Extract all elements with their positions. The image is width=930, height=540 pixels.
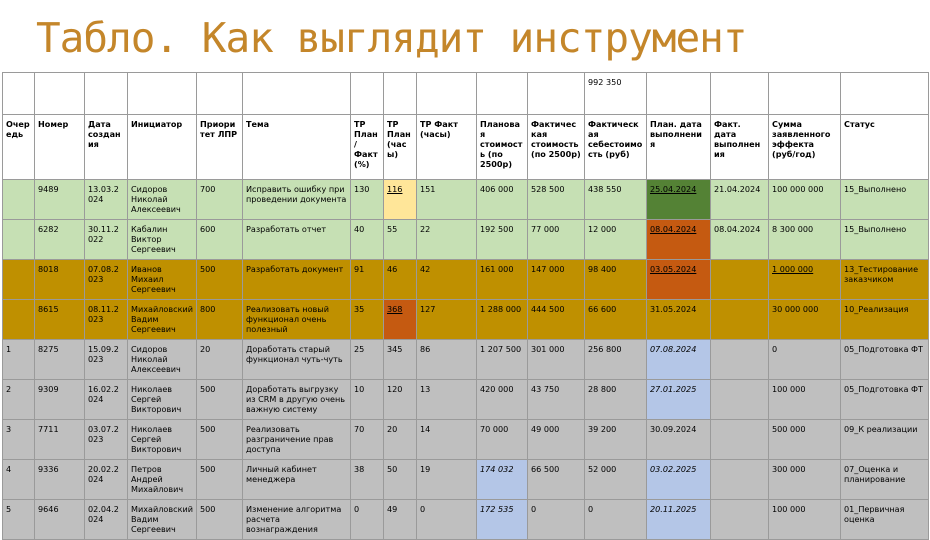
cell-topic[interactable]: Доработать выгрузку из CRM в другую очень важную систему [243,380,351,420]
table-row[interactable] [3,300,929,340]
cell-plan-cost[interactable]: 406 000 [477,180,528,220]
col-header-fact-self[interactable]: Фактическая себестоимость (руб) [585,115,647,180]
cell-plan-date-value: 27.01.2025 [650,384,697,394]
cell-topic[interactable]: Реализовать новый функционал очень полезный [243,300,351,340]
table-row[interactable] [3,180,929,220]
cell-plan-cost[interactable]: 1 207 500 [477,340,528,380]
cell-effect[interactable]: 30 000 000 [769,300,841,340]
table-row[interactable] [3,500,929,540]
table-row[interactable] [3,260,929,300]
cell-plan-cost-value: 172 535 [480,504,514,514]
cell-priority[interactable]: 500 [197,260,243,300]
col-header-fact-cost[interactable]: Фактическая стоимость (по 2500р) [528,115,585,180]
cell-plan-date[interactable] [647,180,711,220]
cell-created[interactable]: 13.03.2024 [85,180,128,220]
cell-tp-plan[interactable]: 46 [384,260,417,300]
cell-tp-fact[interactable]: 19 [417,460,477,500]
cell-status[interactable]: 10_Реализация [841,300,929,340]
cell-tp-pct[interactable]: 25 [351,340,384,380]
cell-fact-cost[interactable]: 444 500 [528,300,585,340]
cell-fact-cost[interactable]: 147 000 [528,260,585,300]
cell-fact-date[interactable] [711,500,769,540]
cell-status[interactable]: 15_Выполнено [841,180,929,220]
col-header-plan-cost[interactable]: Плановая стоимость (по 2500р) [477,115,528,180]
cell-created[interactable]: 30.11.2022 [85,220,128,260]
cell-priority[interactable]: 600 [197,220,243,260]
cell-tp-plan-value: 368 [387,304,403,314]
dashboard-table [2,72,929,540]
cell-plan-date-value: 25.04.2024 [650,184,697,194]
table-row[interactable] [3,340,929,380]
cell-topic[interactable]: Разработать отчет [243,220,351,260]
cell-created[interactable]: 07.08.2023 [85,260,128,300]
col-header-created[interactable]: Дата создания [85,115,128,180]
cell-fact-date[interactable] [711,260,769,300]
cell-fact-self[interactable]: 39 200 [585,420,647,460]
cell-plan-date[interactable] [647,260,711,300]
cell-fact-cost[interactable]: 301 000 [528,340,585,380]
cell-queue[interactable] [3,180,35,220]
cell-created[interactable]: 02.04.2024 [85,500,128,540]
cell-priority[interactable]: 500 [197,500,243,540]
cell-number[interactable]: 8018 [35,260,85,300]
cell-priority[interactable]: 800 [197,300,243,340]
col-header-status[interactable]: Статус [841,115,929,180]
cell-fact-date[interactable]: 21.04.2024 [711,180,769,220]
cell-fact-date[interactable]: 08.04.2024 [711,220,769,260]
cell-number[interactable]: 8275 [35,340,85,380]
cell-plan-date[interactable]: 31.05.2024 [647,300,711,340]
summary-row [3,73,929,115]
cell-status[interactable]: 15_Выполнено [841,220,929,260]
cell-tp-fact[interactable]: 127 [417,300,477,340]
cell-priority[interactable]: 500 [197,380,243,420]
col-header-tp-fact[interactable]: TP Факт (часы) [417,115,477,180]
cell-created[interactable]: 03.07.2023 [85,420,128,460]
col-header-topic[interactable]: Тема [243,115,351,180]
col-header-fact-date[interactable]: Факт. дата выполнения [711,115,769,180]
cell-topic[interactable]: Личный кабинет менеджера [243,460,351,500]
cell-tp-plan[interactable]: 20 [384,420,417,460]
cell-tp-plan[interactable]: 49 [384,500,417,540]
cell-topic[interactable]: Реализовать разграничение прав доступа [243,420,351,460]
cell-tp-pct[interactable]: 10 [351,380,384,420]
cell-plan-date[interactable]: 30.09.2024 [647,420,711,460]
cell-tp-fact[interactable]: 42 [417,260,477,300]
cell-initiator[interactable]: Петров Андрей Михайлович [128,460,197,500]
cell-fact-self[interactable]: 0 [585,500,647,540]
cell-created[interactable]: 16.02.2024 [85,380,128,420]
cell-initiator[interactable]: Михайловский Вадим Сергеевич [128,500,197,540]
cell-number[interactable]: 7711 [35,420,85,460]
table-row[interactable] [3,420,929,460]
slide-title: Табло. Как выглядит инструмент [36,14,747,62]
cell-topic[interactable]: Исправить ошибку при проведении документа [243,180,351,220]
cell-plan-cost[interactable] [477,460,528,500]
cell-tp-plan[interactable]: 50 [384,460,417,500]
col-header-effect[interactable]: Сумма заявленного эффекта (руб/год) [769,115,841,180]
table-row[interactable] [3,460,929,500]
cell-initiator[interactable]: Николаев Сергей Викторович [128,380,197,420]
cell-status[interactable]: 05_Подготовка ФТ [841,340,929,380]
col-header-number[interactable]: Номер [35,115,85,180]
col-header-plan-date[interactable]: План. дата выполнения [647,115,711,180]
cell-plan-date[interactable] [647,220,711,260]
cell-priority[interactable]: 500 [197,460,243,500]
cell-initiator[interactable]: Николаев Сергей Викторович [128,420,197,460]
cell-topic[interactable]: Разработать документ [243,260,351,300]
cell-fact-cost[interactable]: 43 750 [528,380,585,420]
cell-number[interactable]: 9336 [35,460,85,500]
cell-plan-cost[interactable]: 420 000 [477,380,528,420]
cell-tp-fact[interactable]: 86 [417,340,477,380]
cell-fact-self[interactable]: 52 000 [585,460,647,500]
cell-effect-value: 1 000 000 [772,264,814,274]
cell-effect[interactable]: 100 000 [769,380,841,420]
cell-priority[interactable]: 500 [197,420,243,460]
cell-tp-fact[interactable]: 0 [417,500,477,540]
cell-plan-date[interactable] [647,460,711,500]
cell-priority[interactable]: 700 [197,180,243,220]
cell-status[interactable]: 01_Первичная оценка [841,500,929,540]
cell-status[interactable]: 09_К реализации [841,420,929,460]
cell-tp-pct[interactable]: 40 [351,220,384,260]
cell-queue[interactable]: 3 [3,420,35,460]
cell-status[interactable]: 13_Тестирование заказчиком [841,260,929,300]
cell-queue[interactable]: 5 [3,500,35,540]
cell-plan-date[interactable] [647,500,711,540]
cell-plan-cost-value: 174 032 [480,464,514,474]
cell-tp-pct[interactable]: 70 [351,420,384,460]
col-header-priority[interactable]: Приоритет ЛПР [197,115,243,180]
cell-created[interactable]: 15.09.2023 [85,340,128,380]
cell-fact-self[interactable]: 438 550 [585,180,647,220]
cell-fact-cost[interactable]: 528 500 [528,180,585,220]
cell-priority[interactable]: 20 [197,340,243,380]
cell-plan-date[interactable] [647,380,711,420]
cell-fact-cost[interactable]: 77 000 [528,220,585,260]
cell-number[interactable]: 9646 [35,500,85,540]
cell-tp-pct[interactable]: 91 [351,260,384,300]
cell-plan-date[interactable] [647,340,711,380]
cell-tp-plan[interactable]: 55 [384,220,417,260]
col-header-tp-plan[interactable]: TP План (часы) [384,115,417,180]
cell-fact-date[interactable] [711,340,769,380]
cell-initiator[interactable]: Сидоров Николай Алексеевич [128,180,197,220]
cell-status[interactable]: 05_Подготовка ФТ [841,380,929,420]
cell-fact-cost[interactable]: 66 500 [528,460,585,500]
col-header-initiator[interactable]: Инициатор [128,115,197,180]
cell-tp-plan-value: 116 [387,184,403,194]
cell-plan-date-value: 20.11.2025 [650,504,697,514]
cell-fact-cost[interactable]: 49 000 [528,420,585,460]
cell-topic[interactable]: Доработать старый функционал чуть-чуть [243,340,351,380]
cell-effect[interactable]: 0 [769,340,841,380]
cell-tp-plan[interactable] [384,180,417,220]
cell-queue[interactable]: 2 [3,380,35,420]
cell-plan-cost[interactable]: 161 000 [477,260,528,300]
cell-initiator[interactable]: Кабалин Виктор Сергеевич [128,220,197,260]
cell-plan-cost[interactable]: 192 500 [477,220,528,260]
cell-tp-plan[interactable] [384,300,417,340]
cell-fact-date[interactable] [711,420,769,460]
summary-total-cell: 992 350 [585,73,647,115]
cell-tp-pct[interactable]: 130 [351,180,384,220]
cell-initiator[interactable]: Иванов Михаил Сергеевич [128,260,197,300]
cell-fact-self[interactable]: 98 400 [585,260,647,300]
cell-tp-fact[interactable]: 14 [417,420,477,460]
cell-effect[interactable]: 100 000 [769,500,841,540]
cell-plan-cost[interactable]: 1 288 000 [477,300,528,340]
cell-tp-plan[interactable]: 345 [384,340,417,380]
cell-queue[interactable] [3,220,35,260]
cell-number[interactable]: 9309 [35,380,85,420]
cell-tp-fact[interactable]: 22 [417,220,477,260]
cell-status[interactable]: 07_Оценка и планирование [841,460,929,500]
cell-number[interactable]: 6282 [35,220,85,260]
cell-fact-date[interactable] [711,300,769,340]
col-header-queue[interactable]: Очередь [3,115,35,180]
cell-queue[interactable]: 1 [3,340,35,380]
cell-topic[interactable]: Изменение алгоритма расчета вознаграждения [243,500,351,540]
cell-tp-fact[interactable]: 151 [417,180,477,220]
cell-effect[interactable]: 500 000 [769,420,841,460]
cell-number[interactable]: 8615 [35,300,85,340]
table-row[interactable] [3,220,929,260]
cell-fact-self[interactable]: 28 800 [585,380,647,420]
cell-queue[interactable]: 4 [3,460,35,500]
cell-created[interactable]: 08.11.2023 [85,300,128,340]
cell-queue[interactable] [3,300,35,340]
cell-fact-date[interactable] [711,380,769,420]
table-row[interactable] [3,380,929,420]
cell-effect[interactable] [769,260,841,300]
cell-tp-pct[interactable]: 38 [351,460,384,500]
cell-fact-self[interactable]: 66 600 [585,300,647,340]
cell-tp-pct[interactable]: 0 [351,500,384,540]
cell-plan-date-value: 03.02.2025 [650,464,697,474]
cell-tp-plan[interactable]: 120 [384,380,417,420]
cell-tp-pct[interactable]: 35 [351,300,384,340]
cell-effect[interactable]: 100 000 000 [769,180,841,220]
cell-created[interactable]: 20.02.2024 [85,460,128,500]
cell-fact-date[interactable] [711,460,769,500]
cell-plan-date-value: 03.05.2024 [650,264,697,274]
cell-plan-date-value: 07.08.2024 [650,344,697,354]
cell-initiator[interactable]: Сидоров Николай Алексеевич [128,340,197,380]
cell-tp-fact[interactable]: 13 [417,380,477,420]
cell-number[interactable]: 9489 [35,180,85,220]
cell-effect[interactable]: 300 000 [769,460,841,500]
cell-fact-self[interactable]: 256 800 [585,340,647,380]
col-header-tp-pct[interactable]: TP План / Факт (%) [351,115,384,180]
cell-fact-cost[interactable]: 0 [528,500,585,540]
cell-plan-cost[interactable] [477,500,528,540]
cell-fact-self[interactable]: 12 000 [585,220,647,260]
cell-plan-cost[interactable]: 70 000 [477,420,528,460]
cell-initiator[interactable]: Михайловский Вадим Сергеевич [128,300,197,340]
header-row [3,115,929,180]
cell-queue[interactable] [3,260,35,300]
cell-effect[interactable]: 8 300 000 [769,220,841,260]
cell-plan-date-value: 08.04.2024 [650,224,697,234]
